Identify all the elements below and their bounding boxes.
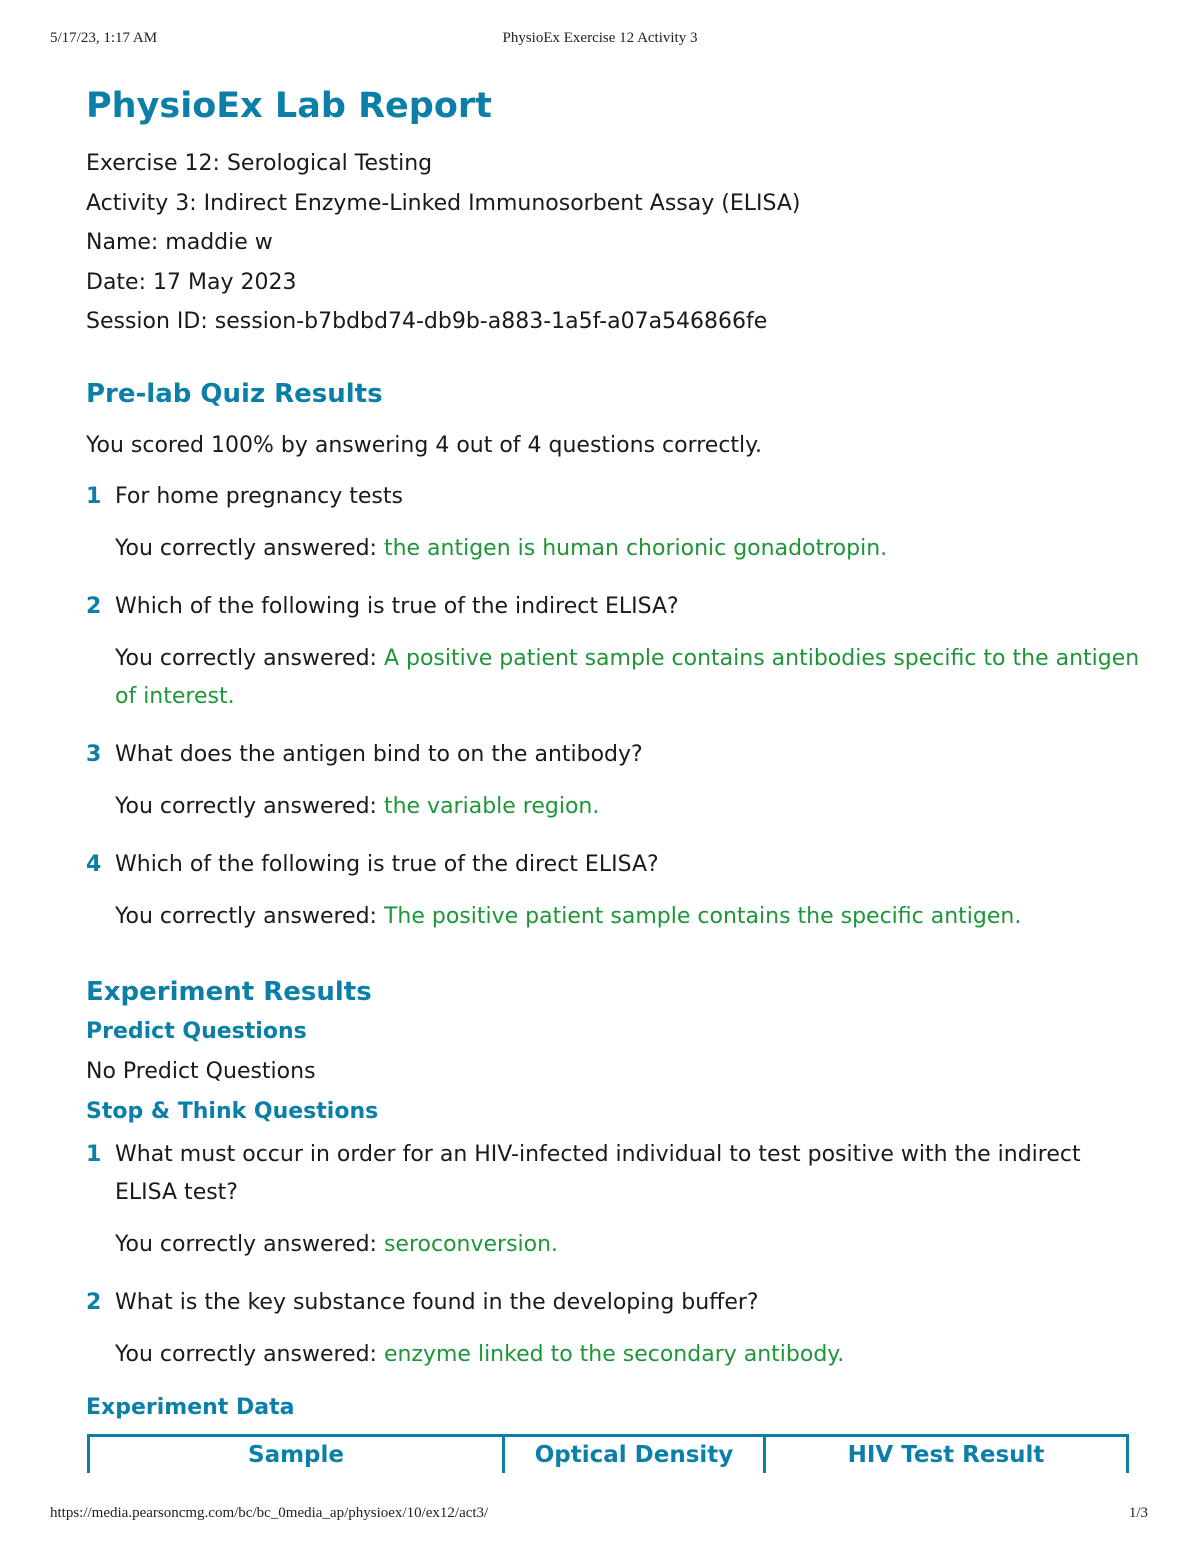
question-text: What does the antigen bind to on the antibody? <box>115 741 643 767</box>
answer-prefix: You correctly answered: <box>115 1341 384 1367</box>
correct-answer: the variable region. <box>383 793 600 819</box>
question-text: Which of the following is true of the indirect ELISA? <box>115 593 679 619</box>
name-line: Name: maddie w <box>86 230 273 255</box>
question-number: 3 <box>86 741 102 767</box>
answer-prefix: You correctly answered: <box>115 645 384 671</box>
activity-line: Activity 3: Indirect Enzyme-Linked Immunosorbent Assay (ELISA) <box>86 190 801 216</box>
correct-answer: the antigen is human chorionic gonadotropin. <box>383 535 888 561</box>
correct-answer: seroconversion. <box>383 1231 559 1257</box>
prelab-question <box>86 736 1146 826</box>
answer-prefix: You correctly answered: <box>115 903 384 929</box>
prelab-heading: Pre-lab Quiz Results <box>86 378 383 409</box>
report-meta <box>86 144 1146 342</box>
stop-think-list <box>86 1136 1146 1374</box>
correct-answer: A positive patient sample contains antibodies specific to the antigen of interest. <box>115 645 1140 709</box>
session-line: Session ID: session-b7bdbd74-db9b-a883-1a5f-a07a546866fe <box>86 309 768 334</box>
question-answer <box>115 788 1146 826</box>
print-datetime: 5/17/23, 1:17 AM <box>50 30 158 46</box>
predict-heading: Predict Questions <box>86 1018 307 1044</box>
date-line: Date: 17 May 2023 <box>86 269 297 295</box>
prelab-question <box>86 846 1146 936</box>
question-number: 2 <box>86 1289 102 1315</box>
answer-prefix: You correctly answered: <box>115 535 384 561</box>
report-content <box>86 82 1146 1473</box>
question-text: Which of the following is true of the direct ELISA? <box>115 851 659 877</box>
correct-answer: The positive patient sample contains the specific antigen. <box>383 903 1022 929</box>
question-number: 1 <box>86 483 102 509</box>
exercise-line: Exercise 12: Serological Testing <box>86 151 433 176</box>
question-answer <box>115 640 1146 716</box>
print-url: https://media.pearsoncmg.com/bc/bc_0media_ap/physioex/10/ex12/act3/ <box>50 1505 489 1521</box>
column-header-optical-density: Optical Density <box>504 1435 765 1473</box>
question-text: For home pregnancy tests <box>115 483 403 509</box>
column-header-sample: Sample <box>89 1435 504 1473</box>
experiment-data-heading: Experiment Data <box>86 1394 295 1420</box>
report-title: PhysioEx Lab Report <box>86 86 492 126</box>
predict-text: No Predict Questions <box>86 1058 316 1084</box>
prelab-question-list <box>86 478 1146 936</box>
prelab-question <box>86 478 1146 568</box>
prelab-question <box>86 588 1146 716</box>
question-text: What is the key substance found in the developing buffer? <box>115 1289 759 1315</box>
table-header-row <box>89 1435 1128 1473</box>
stop-think-heading: Stop & Think Questions <box>86 1098 379 1124</box>
answer-prefix: You correctly answered: <box>115 1231 384 1257</box>
question-answer <box>115 530 1146 568</box>
question-answer <box>115 1226 1146 1264</box>
stop-think-question <box>86 1284 1146 1374</box>
correct-answer: enzyme linked to the secondary antibody. <box>383 1341 845 1367</box>
stop-think-question <box>86 1136 1146 1264</box>
question-number: 1 <box>86 1141 102 1167</box>
question-answer <box>115 1336 1146 1374</box>
page-number: 1/3 <box>1128 1505 1148 1521</box>
question-text: What must occur in order for an HIV-infected individual to test positive with the indirect ELISA test? <box>115 1141 1081 1205</box>
print-title: PhysioEx Exercise 12 Activity 3 <box>502 30 698 46</box>
question-number: 4 <box>86 851 102 877</box>
prelab-score: You scored 100% by answering 4 out of 4 questions correctly. <box>86 432 763 458</box>
question-answer <box>115 898 1146 936</box>
question-number: 2 <box>86 593 102 619</box>
experiment-data-table <box>87 1434 1129 1473</box>
answer-prefix: You correctly answered: <box>115 793 384 819</box>
column-header-hiv-result: HIV Test Result <box>765 1435 1128 1473</box>
experiment-heading: Experiment Results <box>86 976 372 1007</box>
